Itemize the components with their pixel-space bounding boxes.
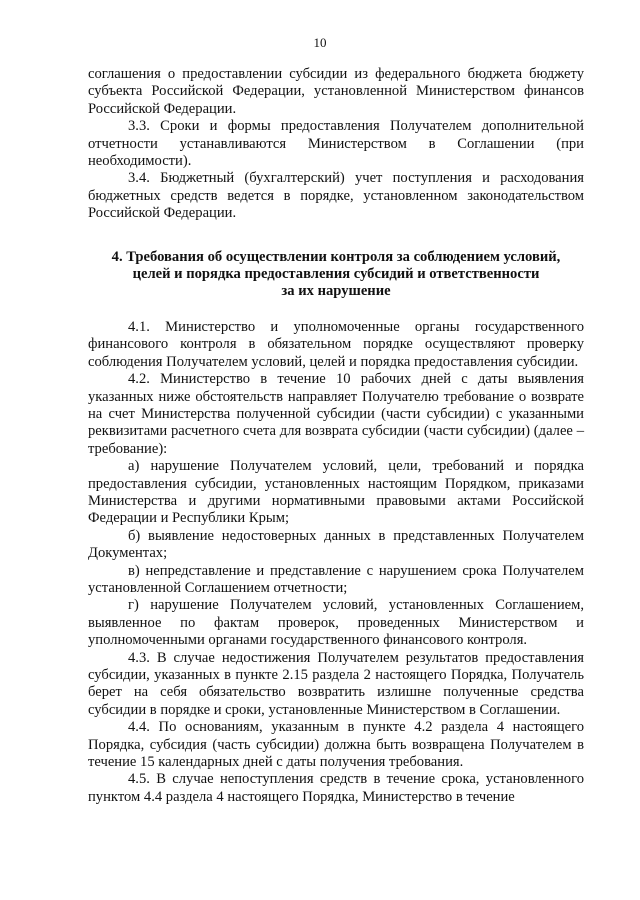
heading-line: целей и порядка предоставления субсидий и ответственности bbox=[132, 266, 540, 283]
paragraph-intro-continuation: соглашения о предоставлении субсидии из федерального бюджета бюджету субъекта Российской Федерации, установленной Министерством финансов Российской Федерации. bbox=[88, 66, 584, 117]
paragraph-4-3: 4.3. В случае недостижения Получателем результатов предоставления субсидии, указанных в пункте 2.15 раздела 2 настоящего Порядка, Получатель берет на себя обязательство возвратить излишне полученные средства субсидии в порядке и сроки, установленные Министерством в Соглашении. bbox=[88, 649, 584, 718]
list-item-g: г) нарушение Получателем условий, установленных Соглашением, выявленное по фактам проверок, проведенных Министерством и уполномоченными органами государственного финансового контроля. bbox=[88, 597, 584, 649]
paragraph-4-5: 4.5. В случае непоступления средств в течение срока, установленного пунктом 4.4 раздела 4 настоящего Порядка, Министерство в течение bbox=[88, 771, 584, 805]
page-number: 10 bbox=[313, 35, 327, 50]
list-item-b: б) выявление недостоверных данных в представленных Получателем Документах; bbox=[88, 527, 584, 562]
paragraph-3-4: 3.4. Бюджетный (бухгалтерский) учет поступления и расходования бюджетных средств ведется в порядке, установленном законодательством Российской Федерации. bbox=[88, 170, 584, 222]
list-item-v: в) непредставление и представление с нарушением срока Получателем установленной Соглашением отчетности; bbox=[88, 562, 584, 596]
heading-line: 4. Требования об осуществлении контроля за соблюдением условий, bbox=[111, 248, 561, 265]
page-body bbox=[88, 66, 584, 806]
paragraph-3-3: 3.3. Сроки и формы предоставления Получателем дополнительной отчетности устанавливаются Министерством в Соглашении (при необходимости). bbox=[88, 118, 584, 170]
paragraph-4-4: 4.4. По основаниям, указанным в пункте 4.2 раздела 4 настоящего Порядка, субсидия (часть субсидии) должна быть возвращена Получателем в течение 15 календарных дней с даты получения требования. bbox=[88, 719, 584, 771]
section-4-heading bbox=[88, 249, 584, 301]
list-item-a: а) нарушение Получателем условий, цели, требований и порядка предоставления субсидии, установленных настоящим Порядком, приказами Министерства и другими нормативными правовыми актами Российской Федерации и Республики Крым; bbox=[88, 458, 584, 527]
paragraph-4-2: 4.2. Министерство в течение 10 рабочих дней с даты выявления указанных ниже обстоятельств направляет Получателю требование о возврате на счет Министерства полученной субсидии (части субсидии) с указанными реквизитами расчетного счета для возврата субсидии (части субсидии) (далее – требование): bbox=[88, 371, 584, 457]
paragraph-4-1: 4.1. Министерство и уполномоченные органы государственного финансового контроля в обязательном порядке осуществляют проверку соблюдения Получателем условий, целей и порядка предоставления субсидии. bbox=[88, 318, 584, 370]
heading-line: за их нарушение bbox=[281, 283, 391, 300]
